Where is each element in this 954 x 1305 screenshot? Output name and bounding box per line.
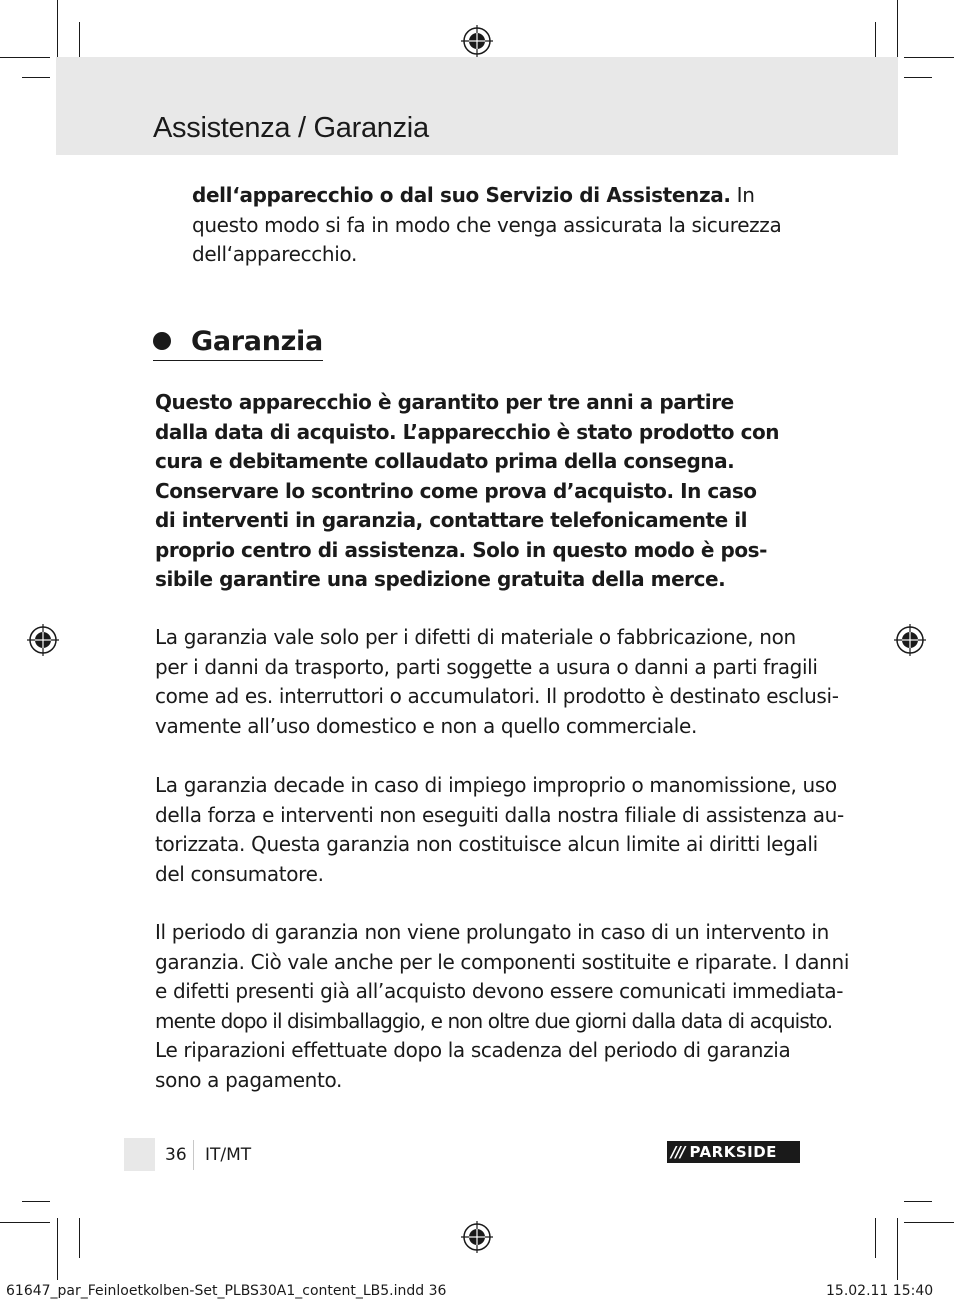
intro-bold-text: dell‘apparecchio o dal suo Servizio di Assistenza. [192,183,731,207]
section-heading [153,322,323,361]
text-line: dalla data di acquisto. L’apparecchio è stato prodotto con [155,419,780,444]
text-line: La garanzia vale solo per i difetti di materiale o fabbricazione, non [155,625,796,649]
bullet-icon [153,332,171,350]
text-line: del consumatore. [155,861,324,886]
text-line: La garanzia decade in caso di impiego improprio o manomissione, uso [155,773,837,797]
registration-mark-icon [27,624,59,656]
intro-line: questo modo si fa in modo che venga assicurata la sicurezza [192,212,782,237]
crop-mark [0,57,50,58]
registration-mark-icon [461,25,493,57]
crop-mark [904,1201,932,1202]
footer-divider [193,1140,194,1170]
text-line: della forza e interventi non eseguiti dalla nostra filiale di assistenza au- [155,802,844,827]
text-line: Il periodo di garanzia non viene prolungato in caso di un intervento in [155,920,829,944]
logo-text: PARKSIDE [689,1143,777,1161]
crop-mark [79,1218,80,1258]
text-line: per i danni da trasporto, parti soggette a usura o danni a parti fragili [155,654,818,679]
text-line: garanzia. Ciò vale anche per le componenti sostituite e riparate. I danni [155,949,850,974]
page-number: 36 [165,1145,187,1165]
crop-mark [875,1218,876,1258]
text-line: cura e debitamente collaudato prima della consegna. [155,449,735,473]
text-line: vamente all’uso domestico e non a quello commerciale. [155,713,697,738]
text-line: Questo apparecchio è garantito per tre anni a partire [155,390,734,414]
text-line: proprio centro di assistenza. Solo in questo modo è pos- [155,537,767,562]
intro-line: dell‘apparecchio. [192,242,357,266]
crop-mark [22,77,50,78]
logo-stripes: /// [671,1143,685,1161]
text-line: Conservare lo scontrino come prova d’acquisto. In caso [155,478,757,503]
crop-mark [904,1222,954,1223]
crop-mark [904,57,954,58]
text-line: di interventi in garanzia, contattare telefonicamente il [155,508,748,532]
warranty-bold-paragraph [155,388,779,595]
text-line: e difetti presenti già all’acquisto devono essere comunicati immediata- [155,979,844,1003]
page-title: Assistenza / Garanzia [153,112,429,144]
crop-mark [57,0,58,62]
registration-mark-icon [461,1221,493,1253]
text-line: Le riparazioni effettuate dopo la scadenza del periodo di garanzia [155,1038,791,1062]
crop-mark [79,22,80,62]
print-slug-file: 61647_par_Feinloetkolben-Set_PLBS30A1_content_LB5.indd 36 [6,1283,447,1299]
intro-paragraph [192,181,781,270]
page-number-box [124,1138,155,1171]
crop-mark [22,1201,50,1202]
registration-mark-icon [894,624,926,656]
crop-mark [0,1222,50,1223]
intro-text: In [730,183,755,207]
text-line: come ad es. interruttori o accumulatori. Il prodotto è destinato esclusi- [155,684,839,708]
section-title: Garanzia [191,325,323,357]
crop-mark [875,22,876,62]
parkside-logo [667,1141,800,1163]
language-code: IT/MT [205,1145,252,1165]
crop-mark [897,1218,898,1280]
body-paragraph [155,771,844,889]
body-paragraph [155,918,849,1095]
crop-mark [897,0,898,62]
print-slug-datetime: 15.02.11 15:40 [826,1283,934,1299]
text-line: sibile garantire una spedizione gratuita della merce. [155,567,726,591]
crop-mark [57,1218,58,1280]
body-paragraph [155,623,839,741]
text-line: mente dopo il disimballaggio, e non oltre due giorni dalla data di acquisto. [155,1008,833,1033]
crop-mark [904,77,932,78]
text-line: sono a pagamento. [155,1067,343,1092]
intro-line [192,181,781,211]
text-line: torizzata. Questa garanzia non costituisce alcun limite ai diritti legali [155,832,818,856]
